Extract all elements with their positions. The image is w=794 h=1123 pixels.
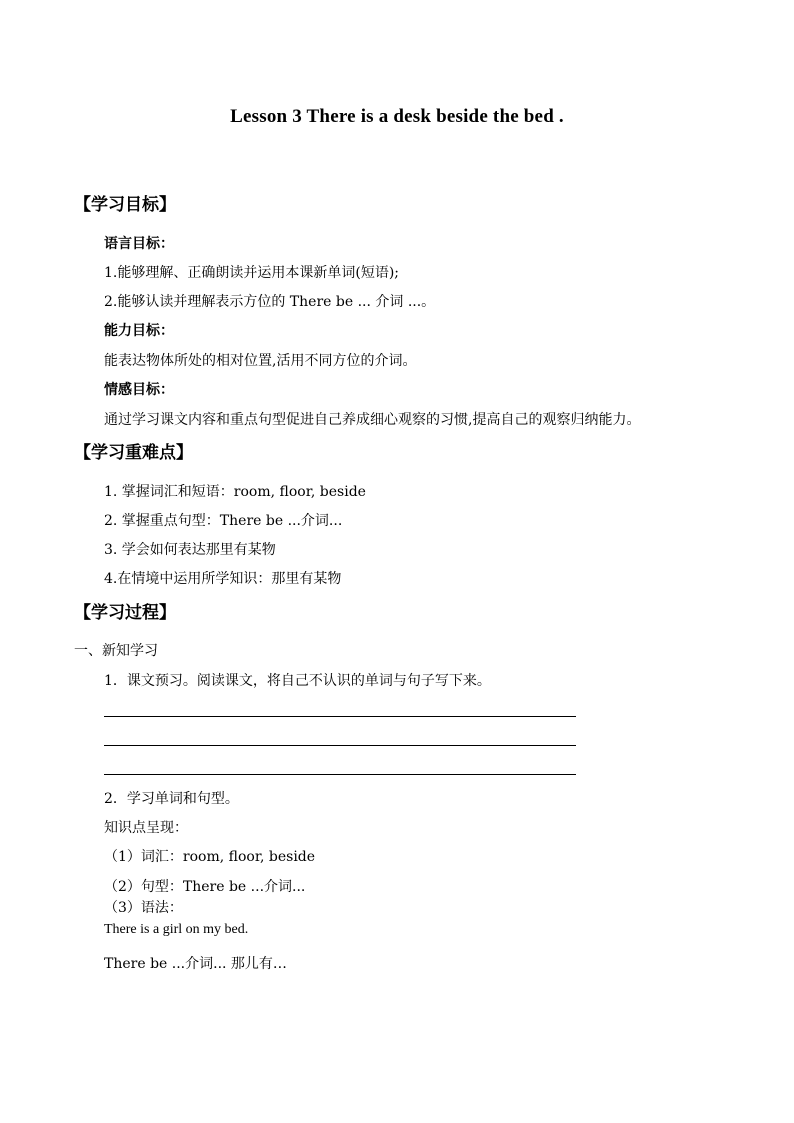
emotion-goal-label: 情感目标： (104, 382, 174, 398)
answer-line[interactable] (104, 745, 576, 746)
answer-line[interactable] (104, 716, 576, 717)
step-one-text: 1．课文预习。阅读课文，将自己不认识的单词与句子写下来。 (104, 673, 491, 689)
key-point-item: 3. 学会如何表达那里有某物 (104, 542, 276, 558)
part-one-heading: 一、新知学习 (74, 643, 158, 659)
language-goal-item: 2.能够认读并理解表示方位的 There be ... 介词 ...。 (104, 294, 436, 310)
language-goal-item: 1.能够理解、正确朗读并运用本课新单词(短语); (104, 265, 399, 281)
key-point-item: 1. 掌握词汇和短语：room, floor, beside (104, 484, 366, 500)
section-header-process: 【学习过程】 (74, 603, 176, 623)
key-point-item: 4.在情境中运用所学知识：那里有某物 (104, 571, 342, 587)
ability-goal-text: 能表达物体所处的相对位置,活用不同方位的介词。 (104, 353, 417, 369)
step-two-text: 2．学习单词和句型。 (104, 791, 239, 807)
ability-goal-label: 能力目标： (104, 323, 174, 339)
emotion-goal-text: 通过学习课文内容和重点句型促进自己养成细心观察的习惯,提高自己的观察归纳能力。 (104, 412, 641, 428)
answer-line[interactable] (104, 774, 576, 775)
section-header-key-points: 【学习重难点】 (74, 443, 193, 463)
language-goal-label: 语言目标： (104, 236, 174, 252)
example-sentence: There is a girl on my bed. (104, 922, 249, 937)
section-header-goals: 【学习目标】 (74, 195, 176, 215)
key-point-item: 2. 掌握重点句型：There be ...介词... (104, 513, 343, 529)
pattern-item: （2）句型：There be ...介词... (104, 879, 306, 895)
vocab-item: （1）词汇：room, floor, beside (104, 849, 316, 865)
knowledge-label: 知识点呈现： (104, 820, 188, 836)
grammar-label: （3）语法： (104, 900, 183, 916)
example-pattern: There be ...介词... 那儿有… (104, 956, 287, 972)
lesson-title: Lesson 3 There is a desk beside the bed . (230, 106, 564, 127)
